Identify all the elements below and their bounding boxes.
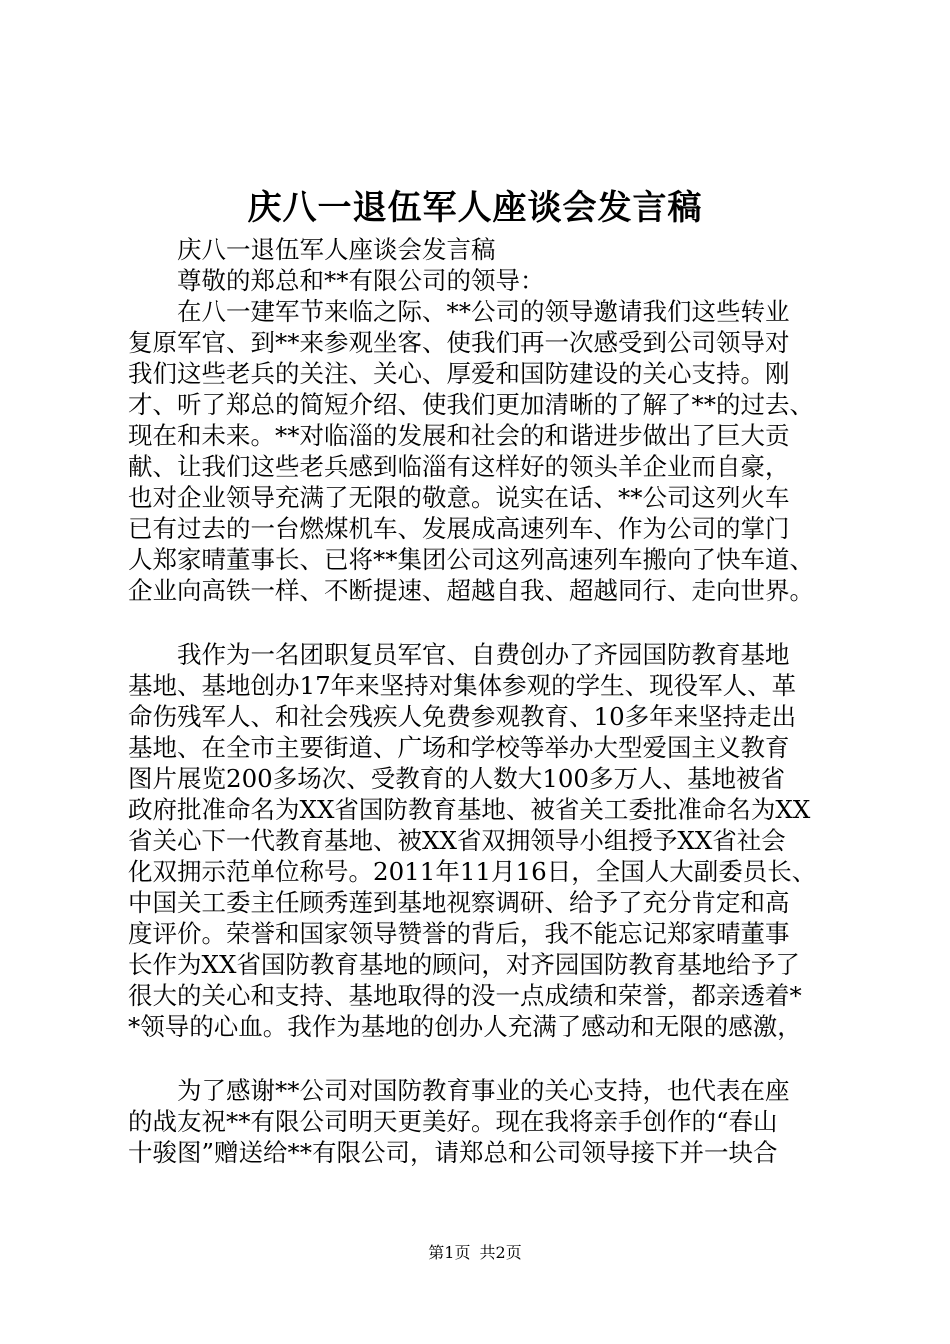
document-body [128, 234, 832, 1168]
paragraph-line: 献、让我们这些老兵感到临淄有这样好的领头羊企业而自豪， [128, 452, 790, 481]
paragraph-line: 十骏图”赠送给**有限公司，请郑总和公司领导接下并一块合 [128, 1138, 778, 1167]
paragraph-line: 在八一建军节来临之际、**公司的领导邀请我们这些转业 [177, 297, 790, 326]
paragraph-line: 为了感谢**公司对国防教育事业的关心支持，也代表在座 [177, 1076, 790, 1105]
paragraph-line: 基地、基地创办17年来坚持对集体参观的学生、现役军人、革 [128, 671, 797, 700]
subtitle-text: 庆八一退伍军人座谈会发言稿 [177, 235, 496, 264]
paragraph-line: 人郑家晴董事长、已将**集团公司这列高速列车搬向了快车道、 [128, 545, 814, 574]
paragraph-line: 命伤残军人、和社会残疾人免费参观教育、10多年来坚持走出 [128, 702, 797, 731]
salutation-text: 尊敬的郑总和**有限公司的领导： [177, 266, 545, 295]
paragraph-1 [128, 296, 832, 606]
paragraph-line: 复原军官、到**来参观坐客、使我们再一次感受到公司领导对 [128, 328, 790, 357]
paragraph-3 [128, 1075, 832, 1168]
document-title: 庆八一退伍军人座谈会发言稿 [247, 188, 703, 228]
paragraph-line: 中国关工委主任顾秀莲到基地视察调研、给予了充分肯定和高 [128, 888, 790, 917]
paragraph-line: 的战友祝**有限公司明天更美好。现在我将亲手创作的“春山 [128, 1107, 778, 1136]
paragraph-line: 企业向高铁一样、不断提速、超越自我、超越同行、走向世界。 [128, 576, 814, 605]
paragraph-line: 我作为一名团职复员军官、自费创办了齐园国防教育基地 [177, 640, 790, 669]
paragraph-2 [128, 639, 832, 1042]
paragraph-line: 也对企业领导充满了无限的敬意。说实在话、**公司这列火车 [128, 483, 790, 512]
paragraph-line: 政府批准命名为XX省国防教育基地、被省关工委批准命名为XX [128, 795, 811, 824]
page-number: 第1页 [428, 1243, 471, 1262]
paragraph-spacer [128, 606, 832, 639]
page-total: 共2页 [479, 1243, 522, 1262]
paragraph-line: 长作为XX省国防教育基地的顾问，对齐园国防教育基地给予了 [128, 950, 800, 979]
paragraph-line: 图片展览200多场次、受教育的人数大100多万人、基地被省 [128, 764, 786, 793]
subtitle-line [128, 234, 832, 265]
page-footer [0, 1243, 950, 1263]
paragraph-line: 省关心下一代教育基地、被XX省双拥领导小组授予XX省社会 [128, 826, 786, 855]
paragraph-line: 已有过去的一台燃煤机车、发展成高速列车、作为公司的掌门 [128, 514, 790, 543]
paragraph-line: 现在和未来。**对临淄的发展和社会的和谐进步做出了巨大贡 [128, 421, 790, 450]
salutation-line [128, 265, 832, 296]
paragraph-line: 很大的关心和支持、基地取得的没一点成绩和荣誉，都亲透着* [128, 981, 802, 1010]
paragraph-line: 才、听了郑总的简短介绍、使我们更加清晰的了解了**的过去、 [128, 390, 814, 419]
paragraph-line: 化双拥示范单位称号。2011年11月16日，全国人大副委员长、 [128, 857, 817, 886]
paragraph-line: 我们这些老兵的关注、关心、厚爱和国防建设的关心支持。刚 [128, 359, 790, 388]
paragraph-line: 度评价。荣誉和国家领导赞誉的背后，我不能忘记郑家晴董事 [128, 919, 790, 948]
paragraph-line: 基地、在全市主要街道、广场和学校等举办大型爱国主义教育 [128, 733, 790, 762]
paragraph-line: *领导的心血。我作为基地的创办人充满了感动和无限的感激， [128, 1012, 802, 1041]
paragraph-spacer [128, 1042, 832, 1075]
